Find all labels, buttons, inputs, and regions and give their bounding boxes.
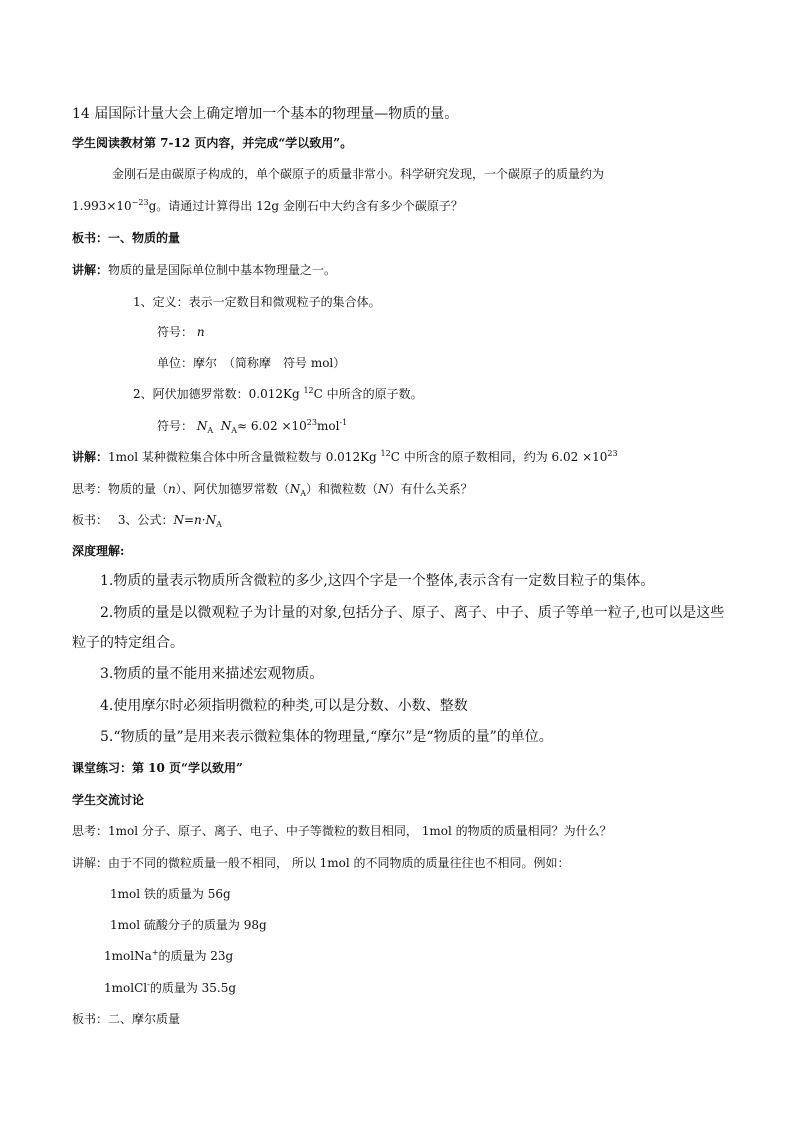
subscript: A <box>216 520 222 529</box>
symbol: n <box>168 482 176 496</box>
text-line-carbon-mass <box>72 198 463 214</box>
example-chloride-ion <box>104 980 236 996</box>
point-5 <box>100 728 553 746</box>
text: 符号： <box>157 325 194 339</box>
formula-line <box>72 512 222 528</box>
symbol: N <box>205 513 217 527</box>
text: ）有什么关系？ <box>388 482 473 496</box>
text: 课堂练习：第 10 页“学以致用” <box>72 761 243 775</box>
unit-line <box>157 355 345 371</box>
text: ）、阿伏加德罗常数（ <box>175 482 290 496</box>
text: 1molNa <box>104 949 152 963</box>
board-heading-1 <box>72 230 180 246</box>
text: ）和微粒数（ <box>306 482 379 496</box>
text: 1mol 某种微粒集合体中所含量微粒数与 0.012Kg <box>108 450 381 464</box>
superscript: 23 <box>607 449 618 458</box>
example-sulfuric-acid <box>110 917 267 933</box>
text: mol <box>316 419 340 433</box>
operator: = <box>183 513 195 527</box>
superscript: + <box>151 948 159 957</box>
text: 深度理解: <box>72 544 125 558</box>
text: 5.“物质的量”是用来表示微粒集体的物理量,“摩尔”是“物质的量”的单位。 <box>100 729 553 745</box>
symbol: N <box>220 419 232 433</box>
text: 讲解：由于不同的微粒质量一般不相同， 所以 1mol 的不同物质的质量往往也不相同。例如： <box>72 856 570 870</box>
text: 单位：摩尔 （简称摩 符号 mol） <box>157 356 346 370</box>
heading-student-discussion <box>72 792 144 808</box>
example-iron <box>110 886 231 902</box>
label: 讲解： <box>72 450 109 464</box>
text: 1、定义：表示一定数目和微观粒子的集合体。 <box>133 295 381 309</box>
superscript: -1 <box>339 418 348 427</box>
text: 物质的量是国际单位制中基本物理量之一。 <box>108 263 337 277</box>
text-line-explain-1 <box>72 262 336 278</box>
label: 讲解： <box>72 263 109 277</box>
operator: · <box>201 513 206 527</box>
superscript: −23 <box>131 198 149 207</box>
text: 4.使用摩尔时必须指明微粒的种类,可以是分数、小数、整数 <box>100 698 468 714</box>
text: 1mol 铁的质量为 56g <box>110 887 231 901</box>
text: 板书：一、物质的量 <box>72 231 181 245</box>
text: 粒子的特定组合。 <box>72 635 184 651</box>
heading-deep-understanding <box>72 543 124 559</box>
avogadro-symbol-line <box>157 418 347 434</box>
text-line-diamond <box>112 166 604 182</box>
point-4 <box>100 697 468 715</box>
text: 1.993×10 <box>72 199 132 213</box>
symbol: N <box>196 419 208 433</box>
text: ≈ 6.02 ×10 <box>237 419 307 433</box>
symbol: n <box>194 513 202 527</box>
text: g。请通过计算得出 12g 金刚石中大约含有多少个碳原子？ <box>148 199 463 213</box>
text: 1mol 硫酸分子的质量为 98g <box>110 918 267 932</box>
text: 2.物质的量是以微观粒子为计量的对象,包括分子、原子、离子、中子、质子等单一粒子,也可以是这些 <box>100 605 725 621</box>
subscript: A <box>300 489 307 498</box>
text: 3.物质的量不能用来描述宏观物质。 <box>100 666 324 682</box>
text: 1.物质的量表示物质所含微粒的多少,这四个字是一个整体,表示含有一定数目粒子的集体。 <box>100 573 655 589</box>
text: 板书： 3、公式： <box>72 513 174 527</box>
definition-line <box>133 294 381 310</box>
superscript: 12 <box>303 386 314 395</box>
avogadro-line <box>133 386 423 402</box>
text-line-think-2 <box>72 823 612 839</box>
text: 的质量为 23g <box>158 949 234 963</box>
text-line-explain-2 <box>72 449 618 465</box>
superscript: - <box>147 980 150 989</box>
heading-student-reading <box>72 135 352 151</box>
board-heading-2 <box>72 1011 180 1027</box>
text: 思考：物质的量（ <box>72 482 169 496</box>
text: 学生交流讨论 <box>72 793 145 807</box>
heading-classroom-practice <box>72 760 243 776</box>
text: 金刚石是由碳原子构成的，单个碳原子的质量非常小。科学研究发现，一个碳原子的质量约为 <box>112 167 605 181</box>
symbol: N <box>289 482 301 496</box>
text: 学生阅读教材第 7-12 页内容，并完成“学以致用”。 <box>72 136 353 150</box>
subscript: A <box>207 426 214 435</box>
subscript: A <box>231 426 238 435</box>
superscript: 23 <box>306 418 317 427</box>
text: 2、阿伏加德罗常数：0.012Kg <box>133 387 304 401</box>
text: 的质量为 35.5g <box>149 981 237 995</box>
text-line-intro <box>72 105 458 123</box>
text: 14 届国际计量大会上确定增加一个基本的物理量—物质的量。 <box>72 106 459 122</box>
text-line-think-1 <box>72 481 473 497</box>
symbol: N <box>173 513 184 527</box>
point-3 <box>100 665 323 683</box>
text: C 中所含的原子数相同，约为 6.02 ×10 <box>390 450 608 464</box>
text: 符号： <box>157 419 194 433</box>
point-2 <box>100 604 724 622</box>
text-line-explain-3 <box>72 855 570 871</box>
example-sodium-ion <box>104 948 233 964</box>
text: 板书：二、摩尔质量 <box>72 1012 181 1026</box>
superscript: 12 <box>380 449 391 458</box>
symbol: N <box>378 482 389 496</box>
symbol-line <box>157 324 205 340</box>
point-1 <box>100 572 654 590</box>
text: 1molCl <box>104 981 148 995</box>
text: 思考：1mol 分子、原子、离子、电子、中子等微粒的数目相同， 1mol 的物质的质量相同？为什么？ <box>72 824 612 838</box>
point-2-cont <box>72 634 184 652</box>
text: C 中所含的原子数。 <box>313 387 423 401</box>
symbol: n <box>196 325 205 339</box>
